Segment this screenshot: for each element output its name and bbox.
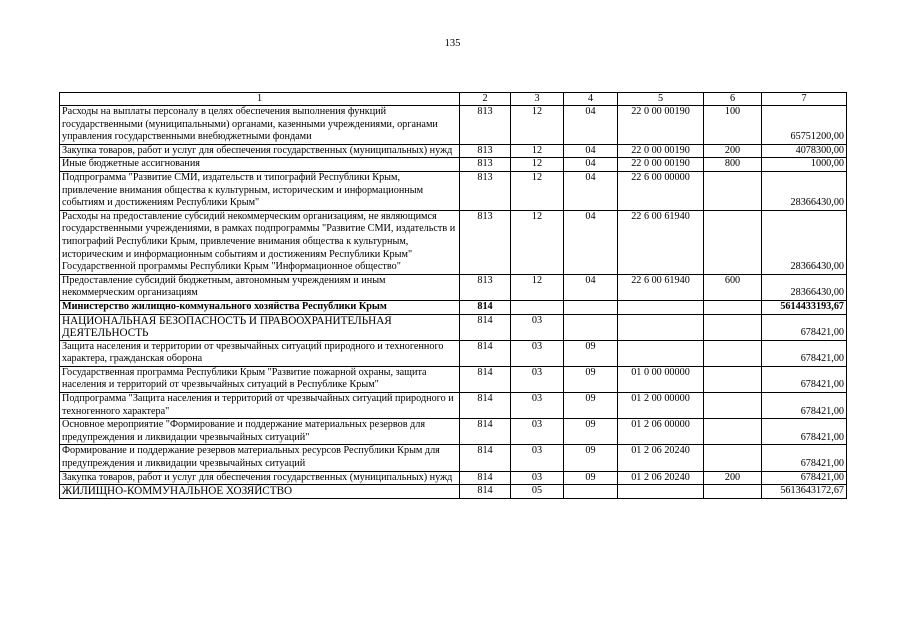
row-amount: 678421,00	[762, 445, 847, 471]
table-row	[60, 366, 847, 392]
row-target-code: 22 6 00 61940	[618, 210, 704, 274]
row-code: 814	[460, 300, 511, 314]
row-amount: 4078300,00	[762, 144, 847, 158]
row-name: Закупка товаров, работ и услуг для обеспечения государственных (муниципальных) нужд	[60, 471, 460, 485]
row-expense-type	[704, 445, 762, 471]
row-target-code	[618, 314, 704, 340]
column-header: 1	[60, 93, 460, 106]
table-row	[60, 340, 847, 366]
row-name: Подпрограмма "Развитие СМИ, издательств и типографий Республики Крым, привлечение внимания общества к культурным, историческим и информационным событиям и достижениям Республики Крым"	[60, 171, 460, 210]
table-row	[60, 106, 847, 145]
row-expense-type	[704, 210, 762, 274]
header-row	[60, 93, 847, 106]
row-section: 12	[511, 274, 564, 300]
row-code: 814	[460, 485, 511, 499]
row-name: Иные бюджетные ассигнования	[60, 158, 460, 172]
row-amount: 1000,00	[762, 158, 847, 172]
row-subsection: 09	[564, 340, 618, 366]
table-row	[60, 314, 847, 340]
row-expense-type	[704, 366, 762, 392]
row-subsection: 09	[564, 366, 618, 392]
row-code: 814	[460, 393, 511, 419]
row-subsection: 04	[564, 106, 618, 145]
table-row	[60, 171, 847, 210]
row-amount: 28366430,00	[762, 210, 847, 274]
row-subsection	[564, 485, 618, 499]
row-name: Закупка товаров, работ и услуг для обеспечения государственных (муниципальных) нужд	[60, 144, 460, 158]
row-name: Государственная программа Республики Крым "Развитие пожарной охраны, защита населения и территорий от чрезвычайных ситуаций в Республике Крым"	[60, 366, 460, 392]
row-target-code: 01 0 00 00000	[618, 366, 704, 392]
row-target-code: 01 2 06 00000	[618, 419, 704, 445]
table-row	[60, 445, 847, 471]
row-expense-type	[704, 300, 762, 314]
row-code: 814	[460, 366, 511, 392]
row-code: 814	[460, 314, 511, 340]
row-code: 814	[460, 471, 511, 485]
row-name: Расходы на выплаты персоналу в целях обеспечения выполнения функций государственными (муниципальными) органами, казенными учреждениями, органами управления государственными внебюджетными фондами	[60, 106, 460, 145]
row-name: Защита населения и территории от чрезвычайных ситуаций природного и техногенного характера, гражданская оборона	[60, 340, 460, 366]
row-target-code: 01 2 00 00000	[618, 393, 704, 419]
row-section: 03	[511, 393, 564, 419]
row-target-code: 22 6 00 00000	[618, 171, 704, 210]
table-row	[60, 419, 847, 445]
row-name: Министерство жилищно-коммунального хозяйства Республики Крым	[60, 300, 460, 314]
table-row	[60, 300, 847, 314]
row-section: 03	[511, 419, 564, 445]
row-amount: 5613643172,67	[762, 485, 847, 499]
row-subsection: 09	[564, 393, 618, 419]
row-expense-type	[704, 485, 762, 499]
row-subsection	[564, 300, 618, 314]
row-target-code	[618, 340, 704, 366]
row-section	[511, 300, 564, 314]
table-row	[60, 210, 847, 274]
row-amount: 65751200,00	[762, 106, 847, 145]
row-code: 813	[460, 274, 511, 300]
row-section: 03	[511, 471, 564, 485]
table-row	[60, 485, 847, 499]
row-subsection: 09	[564, 445, 618, 471]
row-expense-type: 800	[704, 158, 762, 172]
row-target-code: 01 2 06 20240	[618, 471, 704, 485]
row-name: Расходы на предоставление субсидий некоммерческим организациям, не являющимся государственными учреждениями, в рамках подпрограммы "Развитие СМИ, издательств и типографий Республики Крым, привлечение внимания общества к культурным, историческим и информационным событиям и достижениям Республики Крым" Государственной программы Республики Крым "Информационное общество"	[60, 210, 460, 274]
row-section: 12	[511, 158, 564, 172]
table-row	[60, 144, 847, 158]
row-expense-type	[704, 419, 762, 445]
row-code: 813	[460, 158, 511, 172]
row-target-code: 22 6 00 61940	[618, 274, 704, 300]
row-code: 813	[460, 210, 511, 274]
row-expense-type	[704, 340, 762, 366]
row-subsection: 04	[564, 274, 618, 300]
row-name: Подпрограмма "Защита населения и территорий от чрезвычайных ситуаций природного и техногенного характера"	[60, 393, 460, 419]
row-section: 03	[511, 340, 564, 366]
row-amount: 678421,00	[762, 393, 847, 419]
row-section: 03	[511, 445, 564, 471]
row-subsection	[564, 314, 618, 340]
row-expense-type	[704, 393, 762, 419]
row-expense-type: 600	[704, 274, 762, 300]
row-section: 12	[511, 210, 564, 274]
row-subsection: 04	[564, 171, 618, 210]
row-code: 814	[460, 340, 511, 366]
table-row	[60, 158, 847, 172]
row-target-code: 22 0 00 00190	[618, 106, 704, 145]
row-code: 813	[460, 144, 511, 158]
row-code: 813	[460, 106, 511, 145]
row-subsection: 09	[564, 419, 618, 445]
row-code: 814	[460, 445, 511, 471]
row-subsection: 09	[564, 471, 618, 485]
row-expense-type: 200	[704, 144, 762, 158]
row-expense-type: 100	[704, 106, 762, 145]
row-name: НАЦИОНАЛЬНАЯ БЕЗОПАСНОСТЬ И ПРАВООХРАНИТЕЛЬНАЯ ДЕЯТЕЛЬНОСТЬ	[60, 314, 460, 340]
row-target-code	[618, 485, 704, 499]
row-expense-type: 200	[704, 471, 762, 485]
column-header: 6	[704, 93, 762, 106]
page-number: 135	[444, 38, 461, 49]
row-section: 12	[511, 171, 564, 210]
budget-table	[59, 92, 847, 499]
row-amount: 678421,00	[762, 340, 847, 366]
row-expense-type	[704, 171, 762, 210]
row-target-code: 01 2 06 20240	[618, 445, 704, 471]
row-name: Формирование и поддержание резервов материальных ресурсов Республики Крым для предупреждения и ликвидации чрезвычайных ситуаций	[60, 445, 460, 471]
row-target-code: 22 0 00 00190	[618, 144, 704, 158]
column-header: 5	[618, 93, 704, 106]
row-subsection: 04	[564, 210, 618, 274]
row-target-code: 22 0 00 00190	[618, 158, 704, 172]
row-section: 12	[511, 144, 564, 158]
column-header: 7	[762, 93, 847, 106]
row-section: 05	[511, 485, 564, 499]
row-expense-type	[704, 314, 762, 340]
row-name: Основное мероприятие "Формирование и поддержание материальных резервов для предупреждения и ликвидации чрезвычайных ситуаций"	[60, 419, 460, 445]
column-header: 3	[511, 93, 564, 106]
column-header: 4	[564, 93, 618, 106]
row-subsection: 04	[564, 144, 618, 158]
row-amount: 678421,00	[762, 366, 847, 392]
row-code: 814	[460, 419, 511, 445]
row-amount: 678421,00	[762, 419, 847, 445]
row-amount: 28366430,00	[762, 171, 847, 210]
table-row	[60, 393, 847, 419]
row-section: 03	[511, 366, 564, 392]
row-amount: 5614433193,67	[762, 300, 847, 314]
row-target-code	[618, 300, 704, 314]
row-name: ЖИЛИЩНО-КОММУНАЛЬНОЕ ХОЗЯЙСТВО	[60, 485, 460, 499]
row-amount: 28366430,00	[762, 274, 847, 300]
row-amount: 678421,00	[762, 471, 847, 485]
column-header: 2	[460, 93, 511, 106]
row-code: 813	[460, 171, 511, 210]
row-subsection: 04	[564, 158, 618, 172]
row-section: 12	[511, 106, 564, 145]
row-section: 03	[511, 314, 564, 340]
table-row	[60, 471, 847, 485]
row-amount: 678421,00	[762, 314, 847, 340]
table-row	[60, 274, 847, 300]
row-name: Предоставление субсидий бюджетным, автономным учреждениям и иным некоммерческим организациям	[60, 274, 460, 300]
